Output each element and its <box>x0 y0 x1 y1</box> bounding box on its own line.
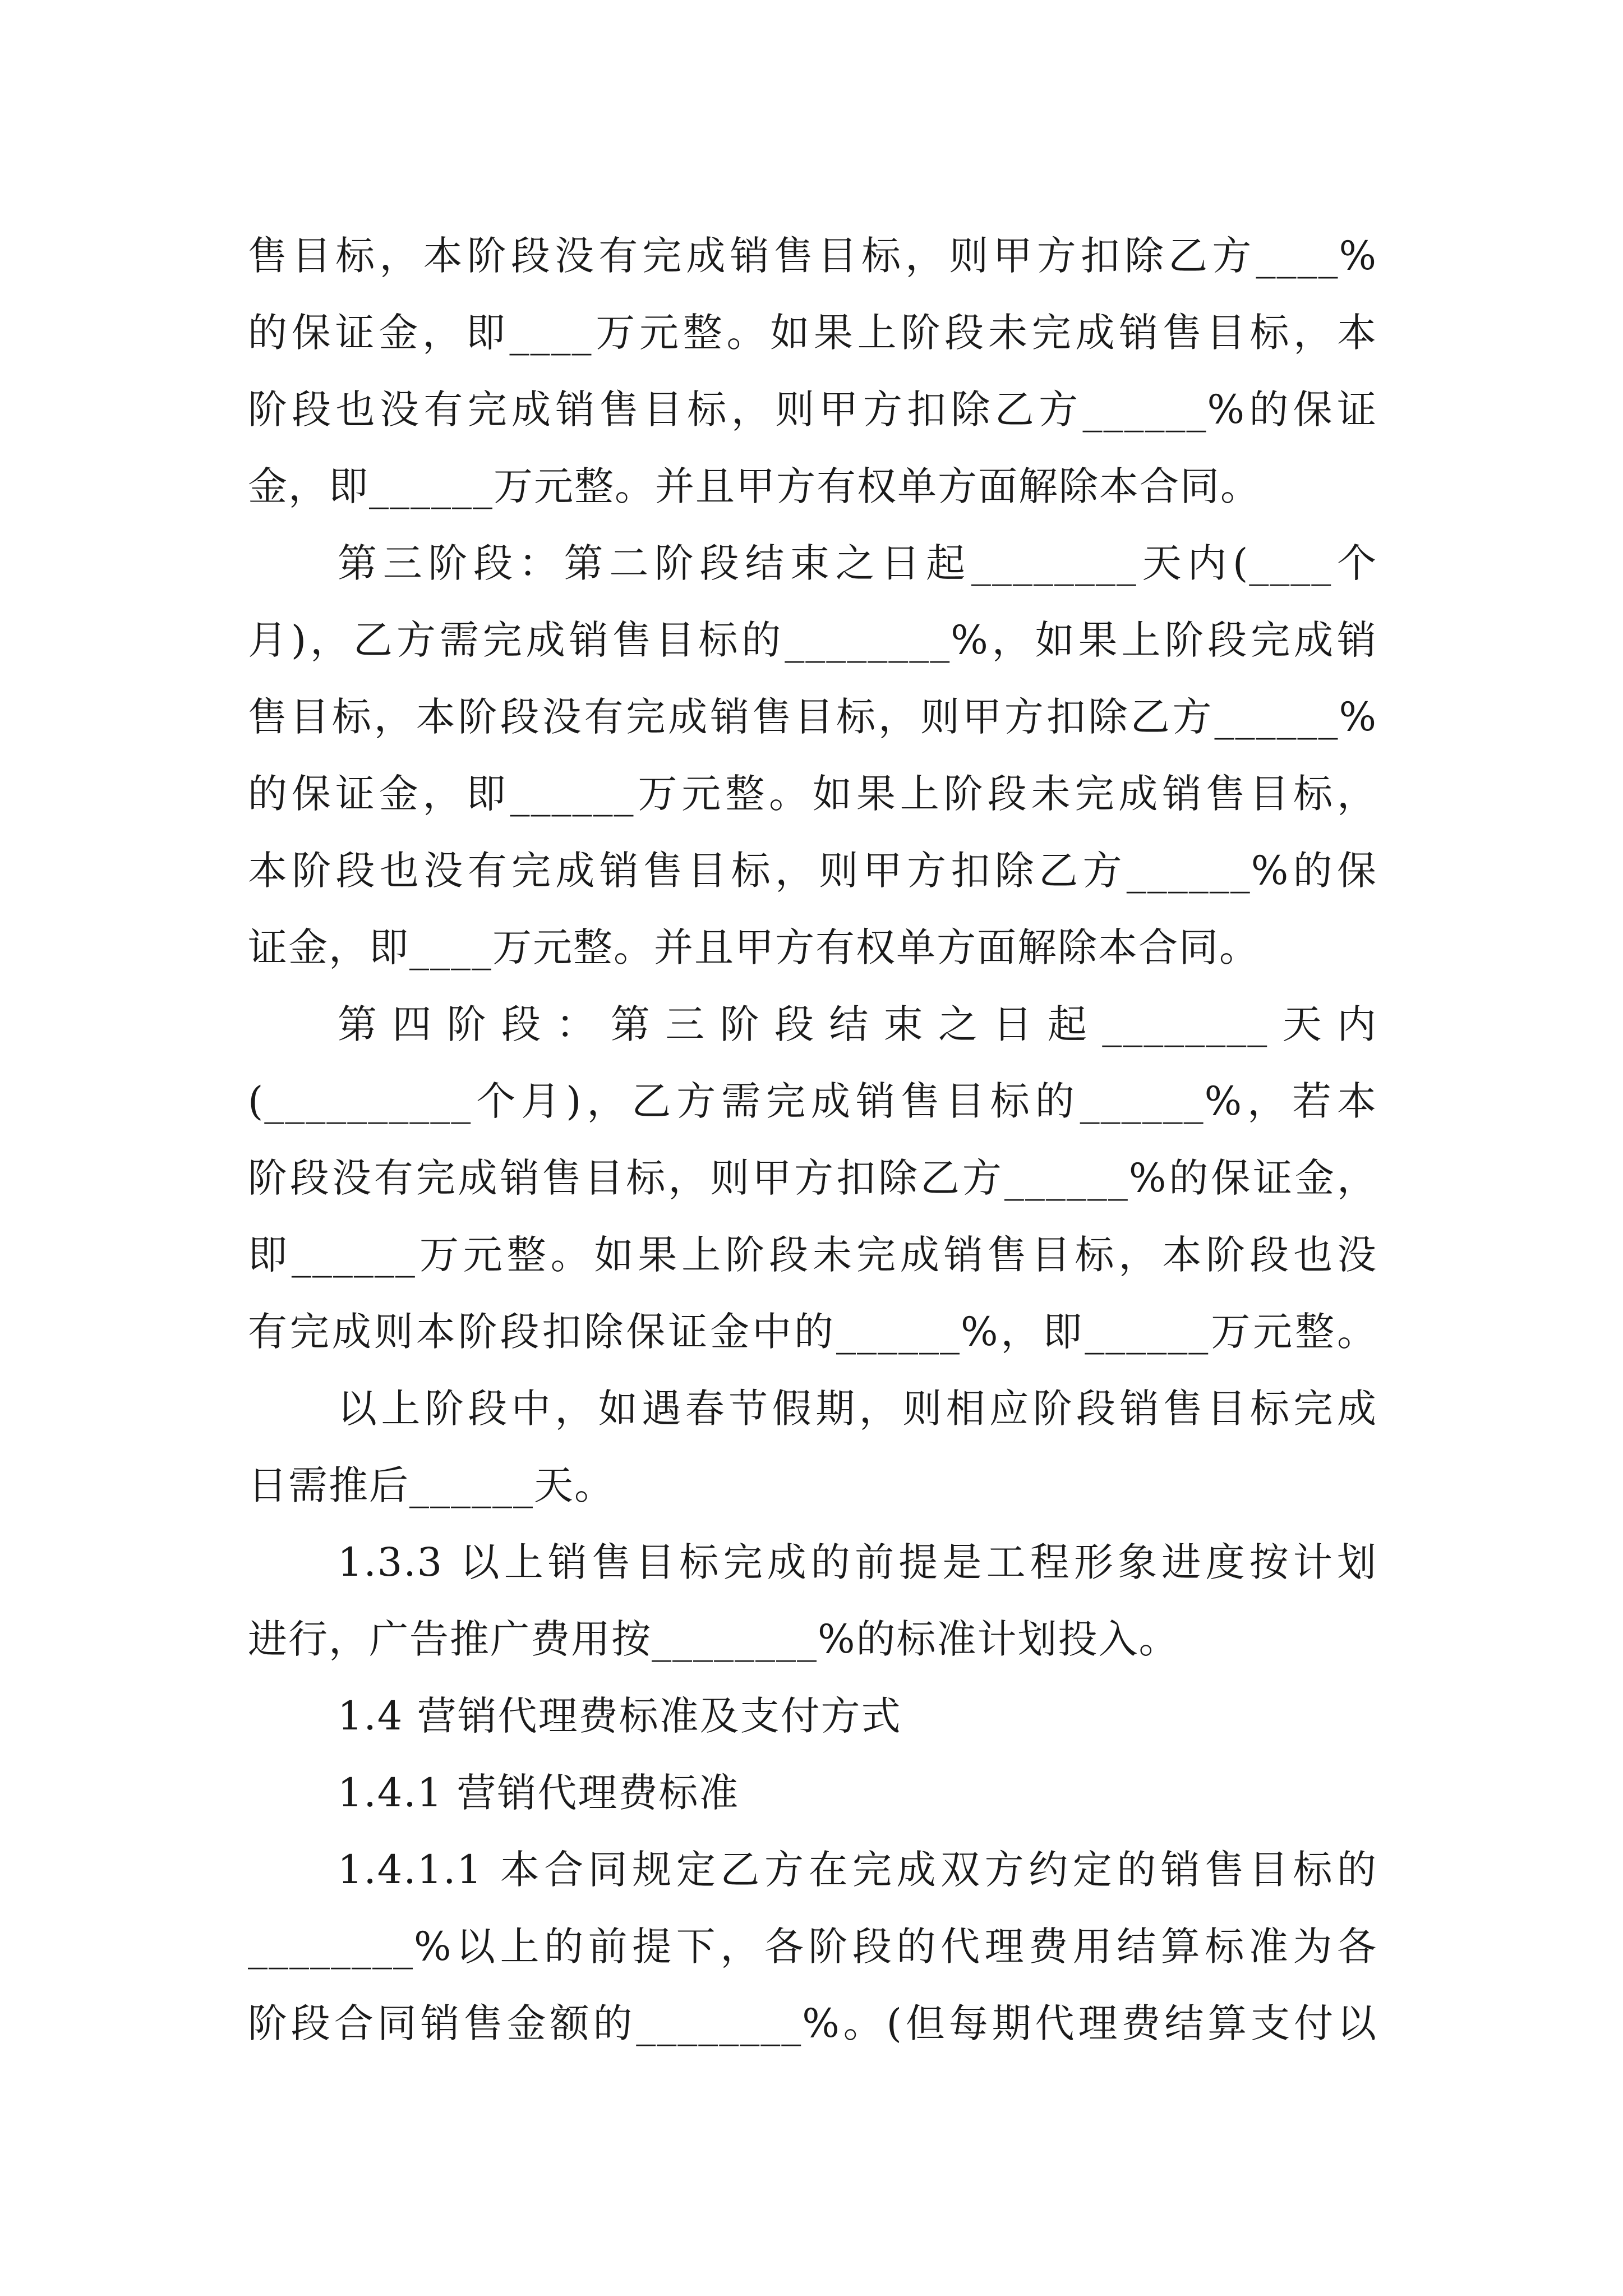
text-line: 本阶段也没有完成销售目标，则甲方扣除乙方______%的保 <box>248 848 1377 894</box>
section-heading: 1.4.1 营销代理费标准 <box>338 1770 740 1816</box>
text-line: 1.3.3 以上销售目标完成的前提是工程形象进度按计划 <box>338 1539 1377 1585</box>
text-line: 月)，乙方需完成销售目标的________%，如果上阶段完成销 <box>248 617 1377 663</box>
text-line: 售目标，本阶段没有完成销售目标，则甲方扣除乙方____% <box>248 233 1377 279</box>
text-line: 即______万元整。如果上阶段未完成销售目标，本阶段也没 <box>248 1232 1377 1278</box>
text-line: 阶段也没有完成销售目标，则甲方扣除乙方______%的保证 <box>248 386 1377 432</box>
text-line: 金，即______万元整。并且甲方有权单方面解除本合同。 <box>248 463 1261 509</box>
text-line: 第四阶段：第三阶段结束之日起________天内 <box>338 1001 1377 1047</box>
text-line: 售目标，本阶段没有完成销售目标，则甲方扣除乙方______% <box>248 694 1377 740</box>
text-line: ________%以上的前提下，各阶段的代理费用结算标准为各 <box>248 1924 1377 1970</box>
text-line: 进行，广告推广费用按________%的标准计划投入。 <box>248 1616 1179 1662</box>
text-line: 证金，即____万元整。并且甲方有权单方面解除本合同。 <box>248 924 1260 970</box>
text-line: 有完成则本阶段扣除保证金中的______%，即______万元整。 <box>248 1309 1377 1355</box>
text-line: 的保证金，即____万元整。如果上阶段未完成销售目标，本 <box>248 310 1377 356</box>
document-body <box>248 218 1377 2062</box>
text-line: (__________个月)，乙方需完成销售目标的______%，若本 <box>248 1078 1377 1124</box>
text-line: 阶段没有完成销售目标，则甲方扣除乙方______%的保证金， <box>248 1155 1377 1201</box>
text-line: 以上阶段中，如遇春节假期，则相应阶段销售目标完成 <box>338 1386 1377 1432</box>
text-line: 1.4.1.1 本合同规定乙方在完成双方约定的销售目标的 <box>338 1847 1377 1893</box>
section-heading: 1.4 营销代理费标准及支付方式 <box>338 1693 902 1739</box>
text-line: 第三阶段：第二阶段结束之日起________天内(____个 <box>338 540 1377 586</box>
text-line: 的保证金，即______万元整。如果上阶段未完成销售目标， <box>248 771 1377 817</box>
text-line: 阶段合同销售金额的________%。(但每期代理费结算支付以 <box>248 2000 1377 2046</box>
text-line: 日需推后______天。 <box>248 1462 615 1508</box>
